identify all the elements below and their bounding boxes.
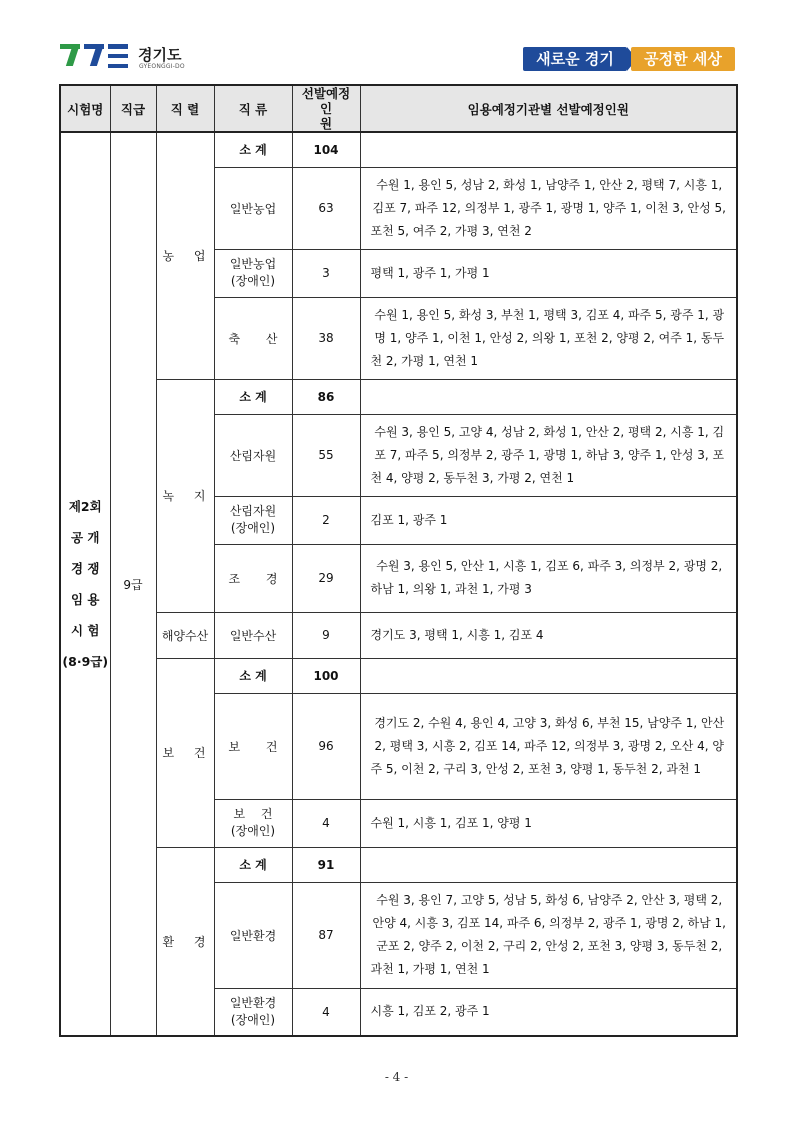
gyeonggi-logo-icon xyxy=(60,44,130,70)
dist-cell: 수원 3, 용인 7, 고양 5, 성남 5, 화성 6, 남양주 2, 안산 3, 평택 2, 안양 4, 시흥 3, 김포 14, 파주 6, 의정부 2, 광주 1, 광명 2, 하남 1, 군포 2, 양주 2, 이천 2, 구리 2, 안성 2, 포천 3, 양평 3, 동두천 2, 과천 1, 가평 1, 연천 1 xyxy=(360,882,737,988)
exam-name-cell: 제2회 공 개 경 쟁 임 용 시 험 (8·9급) xyxy=(60,132,110,1036)
series-env: 환 경 xyxy=(156,847,214,1036)
dist-cell: 김포 1, 광주 1 xyxy=(360,496,737,544)
count-cell: 100 xyxy=(292,658,360,693)
kind-cell: 소 계 xyxy=(214,132,292,167)
slogan-right: 공정한 세상 xyxy=(631,47,735,71)
page-number: - 4 - xyxy=(384,1070,409,1084)
count-cell: 63 xyxy=(292,167,360,249)
dist-cell: 경기도 3, 평택 1, 시흥 1, 김포 4 xyxy=(360,612,737,658)
count-cell: 29 xyxy=(292,544,360,612)
kind-cell: 보 건 (장애인) xyxy=(214,799,292,847)
dist-cell: 평택 1, 광주 1, 가평 1 xyxy=(360,249,737,297)
dist-cell xyxy=(360,379,737,414)
recruitment-table xyxy=(59,84,738,1037)
header-series: 직 렬 xyxy=(156,85,214,132)
dist-cell xyxy=(360,658,737,693)
logo-subtext: GYEONGGI-DO xyxy=(139,63,185,70)
header-planned-b: 인 원 xyxy=(319,101,333,131)
kind-cell: 소 계 xyxy=(214,379,292,414)
count-cell: 38 xyxy=(292,297,360,379)
grade-cell: 9급 xyxy=(110,132,156,1036)
dist-cell: 수원 3, 용인 5, 고양 4, 성남 2, 화성 1, 안산 2, 평택 2, 시흥 1, 김포 7, 파주 5, 의정부 2, 광주 1, 광명 1, 하남 3, 양주 1, 안성 3, 포천 4, 양평 2, 동두천 3, 가평 2, 연천 1 xyxy=(360,414,737,496)
header-exam: 시험명 xyxy=(60,85,110,132)
count-cell: 91 xyxy=(292,847,360,882)
series-agri: 농 업 xyxy=(156,132,214,379)
count-cell: 104 xyxy=(292,132,360,167)
count-cell: 9 xyxy=(292,612,360,658)
series-forest: 녹 지 xyxy=(156,379,214,612)
kind-cell: 일반환경 (장애인) xyxy=(214,988,292,1036)
slogan-banner xyxy=(523,47,735,71)
dist-cell: 수원 3, 용인 5, 안산 1, 시흥 1, 김포 6, 파주 3, 의정부 2, 광명 2, 하남 1, 의왕 1, 과천 1, 가평 3 xyxy=(360,544,737,612)
dist-cell: 수원 1, 용인 5, 성남 2, 화성 1, 남양주 1, 안산 2, 평택 7, 시흥 1, 김포 7, 파주 12, 의정부 1, 광주 1, 광명 1, 양주 1, 이천 3, 안성 5, 포천 5, 여주 2, 가평 3, 연천 2 xyxy=(360,167,737,249)
table-row xyxy=(60,379,737,414)
dist-cell xyxy=(360,132,737,167)
table-row xyxy=(60,132,737,167)
kind-cell: 소 계 xyxy=(214,847,292,882)
dist-cell: 시흥 1, 김포 2, 광주 1 xyxy=(360,988,737,1036)
kind-cell: 일반농업 (장애인) xyxy=(214,249,292,297)
slogan-left: 새로운 경기 xyxy=(523,47,627,71)
table-row xyxy=(60,658,737,693)
table-header-row xyxy=(60,85,737,132)
logo-text: 경기도 xyxy=(138,46,182,64)
kind-cell: 산림자원 (장애인) xyxy=(214,496,292,544)
kind-cell: 일반농업 xyxy=(214,167,292,249)
count-cell: 86 xyxy=(292,379,360,414)
series-fish: 해양수산 xyxy=(156,612,214,658)
table-row xyxy=(60,847,737,882)
kind-cell: 일반수산 xyxy=(214,612,292,658)
gyeonggi-logo xyxy=(60,42,200,72)
kind-cell: 보 건 xyxy=(214,693,292,799)
kind-cell: 소 계 xyxy=(214,658,292,693)
count-cell: 55 xyxy=(292,414,360,496)
count-cell: 4 xyxy=(292,988,360,1036)
dist-cell: 수원 1, 시흥 1, 김포 1, 양평 1 xyxy=(360,799,737,847)
dist-cell: 수원 1, 용인 5, 화성 3, 부천 1, 평택 3, 김포 4, 파주 5, 광주 1, 광명 1, 양주 1, 이천 1, 안성 2, 의왕 1, 포천 2, 양평 2, 여주 1, 동두천 2, 가평 1, 연천 1 xyxy=(360,297,737,379)
dist-cell xyxy=(360,847,737,882)
table-row xyxy=(60,612,737,658)
series-health: 보 건 xyxy=(156,658,214,847)
header-kind: 직 류 xyxy=(214,85,292,132)
count-cell: 3 xyxy=(292,249,360,297)
header-planned-a: 선발예정 xyxy=(301,86,351,101)
count-cell: 2 xyxy=(292,496,360,544)
kind-cell: 산림자원 xyxy=(214,414,292,496)
kind-cell: 일반환경 xyxy=(214,882,292,988)
kind-cell: 조 경 xyxy=(214,544,292,612)
count-cell: 96 xyxy=(292,693,360,799)
kind-cell: 축 산 xyxy=(214,297,292,379)
header-dist: 임용예정기관별 선발예정인원 xyxy=(360,85,737,132)
count-cell: 87 xyxy=(292,882,360,988)
dist-cell: 경기도 2, 수원 4, 용인 4, 고양 3, 화성 6, 부천 15, 남양주 1, 안산 2, 평택 3, 시흥 2, 김포 14, 파주 12, 의정부 3, 광명 2, 오산 4, 양주 5, 이천 2, 구리 3, 안성 2, 포천 3, 양평 1, 동두천 2, 과천 1 xyxy=(360,693,737,799)
header-grade: 직급 xyxy=(110,85,156,132)
count-cell: 4 xyxy=(292,799,360,847)
header-planned xyxy=(292,85,360,132)
